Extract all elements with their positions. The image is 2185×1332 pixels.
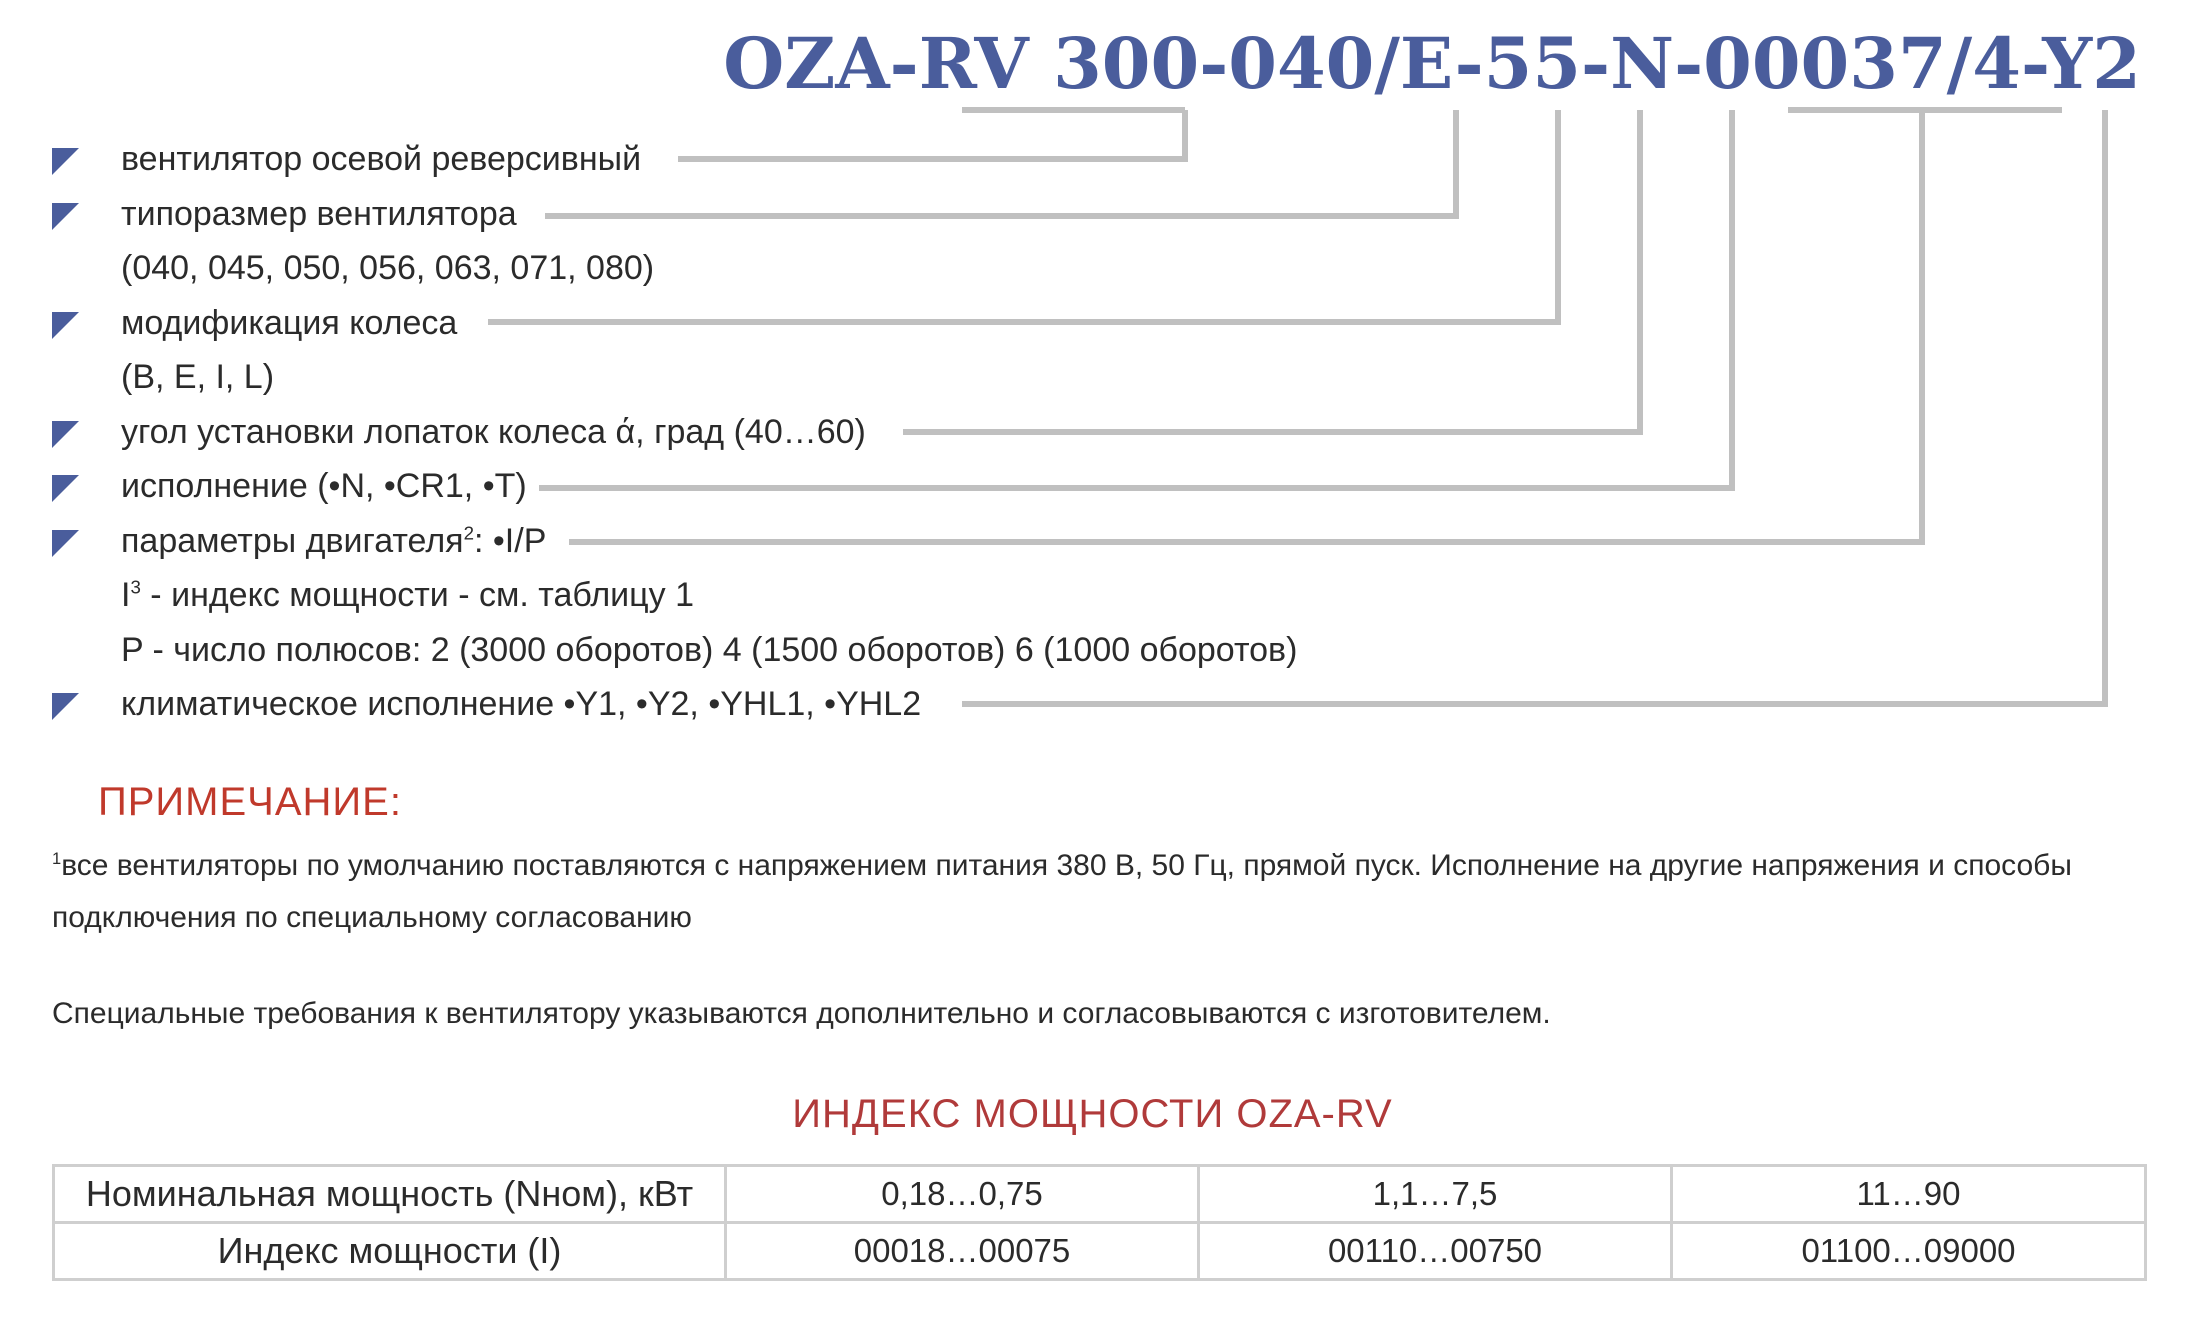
bullet-triangle-icon [52, 312, 79, 339]
item-label [121, 568, 694, 622]
item-label: модификация колеса [121, 304, 458, 342]
table-cell: Номинальная мощность (Nном), кВт [54, 1166, 726, 1223]
footnote-mark: 3 [130, 576, 141, 598]
connector-line [962, 110, 2105, 704]
bullet-triangle-icon [52, 693, 79, 720]
footnote-mark: 1 [52, 850, 62, 868]
table-row [54, 1223, 2146, 1280]
footnote-mark: 2 [463, 522, 474, 544]
table-cell: 01100…09000 [1672, 1223, 2146, 1280]
table-cell: Индекс мощности (I) [54, 1223, 726, 1280]
model-code: OZA-RV 300-040/E-55-N-00037/4-Y2 [723, 22, 2141, 105]
note-title: ПРИМЕЧАНИЕ: [98, 780, 402, 824]
item-label: типоразмер вентилятора [121, 195, 517, 233]
item-text: параметры двигателя [121, 522, 464, 560]
bullet-triangle-icon [52, 475, 79, 502]
note-body: все вентиляторы по умолчанию поставляются с напряжением питания 380 В, 50 Гц, прямой пуск. Исполнение на другие напряжения и способы подключения по специальному согласованию [52, 849, 2072, 934]
power-index-table [52, 1164, 2147, 1281]
item-label: исполнение (•N, •CR1, •T) [121, 467, 527, 505]
bullet-triangle-icon [52, 421, 79, 448]
item-label: P - число полюсов: 2 (3000 оборотов) 4 (1500 оборотов) 6 (1000 оборотов) [121, 631, 1298, 669]
table-cell: 11…90 [1672, 1166, 2146, 1223]
table-cell: 0,18…0,75 [726, 1166, 1199, 1223]
connector-line [678, 110, 1185, 159]
table-cell: 00018…00075 [726, 1223, 1199, 1280]
item-text-after: - индекс мощности - см. таблицу 1 [140, 576, 694, 614]
item-label: угол установки лопаток колеса ά, град (40…60) [121, 413, 866, 451]
special-requirements-text: Специальные требования к вентилятору указываются дополнительно и согласовываются с изготовителем. [52, 997, 1551, 1030]
item-label [121, 514, 546, 568]
table-row [54, 1166, 2146, 1223]
note-text [52, 840, 2152, 944]
bullet-triangle-icon [52, 203, 79, 230]
item-text: I [121, 576, 131, 614]
bullet-triangle-icon [52, 530, 79, 557]
item-values: (B, E, I, L) [121, 358, 275, 396]
table-cell: 1,1…7,5 [1199, 1166, 1672, 1223]
connector-line [545, 110, 1456, 216]
item-text-after: : •I/P [474, 522, 547, 560]
table-cell: 00110…00750 [1199, 1223, 1672, 1280]
bullet-triangle-icon [52, 148, 79, 175]
item-label: вентилятор осевой реверсивный [121, 140, 642, 178]
item-label: климатическое исполнение •Y1, •Y2, •YHL1, •YHL2 [121, 685, 922, 723]
connector-line [569, 110, 1922, 542]
item-values: (040, 045, 050, 056, 063, 071, 080) [121, 249, 655, 287]
table-title: ИНДЕКС МОЩНОСТИ OZA-RV [792, 1092, 1393, 1136]
